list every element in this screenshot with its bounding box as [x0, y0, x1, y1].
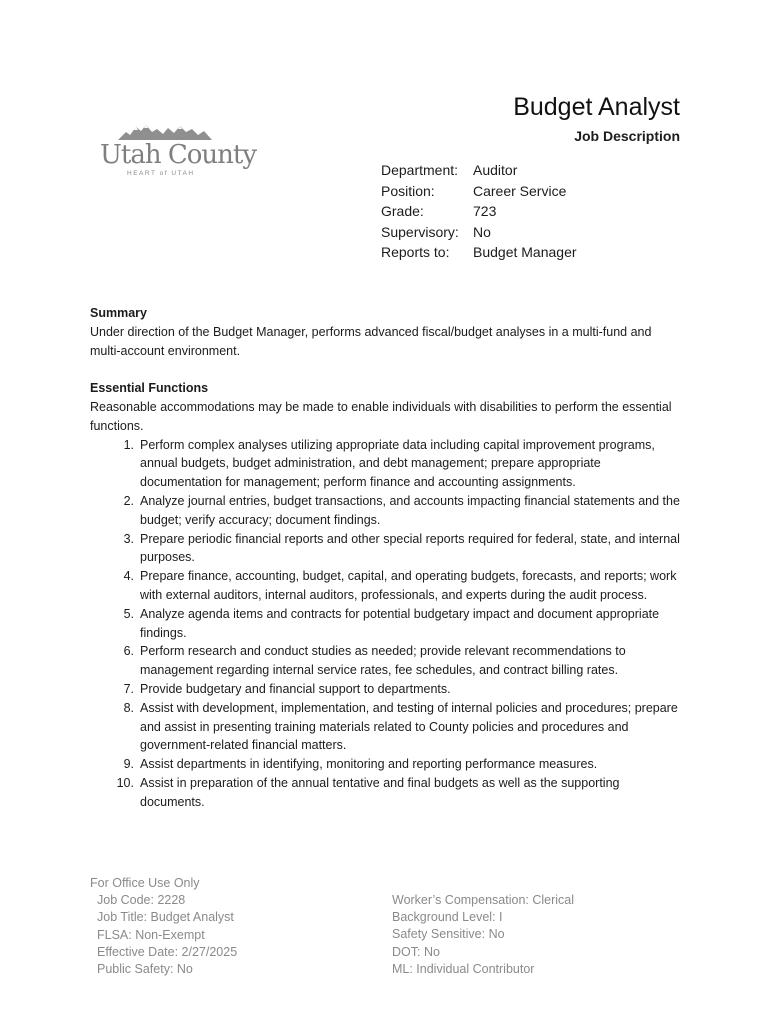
list-item — [90, 680, 680, 699]
list-item — [90, 774, 680, 812]
list-item — [90, 605, 680, 643]
info-value: Auditor — [473, 162, 518, 178]
list-item-number: 1. — [123, 437, 134, 452]
list-item-text: Assist in preparation of the annual tentative and final budgets as well as the supporting documents. — [140, 775, 620, 809]
list-item-text: Perform complex analyses utilizing appropriate data including capital improvement programs, annual budgets, budget administration, and debt management; prepare appropriate documentation for management; perform finance and accounting assignments. — [140, 437, 655, 490]
utah-county-logo — [100, 122, 257, 182]
list-item-number: 5. — [123, 606, 134, 621]
list-item-number: 2. — [123, 493, 134, 508]
list-item — [90, 699, 680, 755]
office-use-right — [392, 892, 574, 978]
section-spacer — [90, 360, 680, 379]
info-label: Position: — [381, 182, 435, 199]
info-row-position — [381, 183, 577, 204]
list-item-number: 9. — [123, 757, 134, 772]
list-item — [90, 642, 680, 680]
footer-item: Job Title: Budget Analyst — [97, 910, 234, 925]
info-row-department — [381, 162, 577, 183]
list-item-text: Provide budgetary and financial support to departments. — [140, 681, 451, 696]
info-label: Grade: — [381, 203, 424, 219]
footer-item: DOT: No — [392, 944, 440, 959]
footer-item: Worker’s Compensation: Clerical — [392, 893, 575, 907]
document-subtitle: Job Description — [574, 128, 680, 144]
info-value: Budget Manager — [473, 244, 577, 260]
footer-item: Effective Date: 2/27/2025 — [97, 944, 238, 959]
logo-name: Utah County — [100, 140, 257, 170]
list-item-number: 6. — [123, 644, 134, 659]
list-item — [90, 530, 680, 568]
footer-item: Public Safety: No — [97, 962, 193, 977]
info-label: Supervisory: — [381, 223, 459, 240]
essential-functions-list — [90, 436, 680, 812]
list-item-text: Prepare periodic financial reports and other special reports required for federal, state, and internal purposes. — [140, 531, 680, 565]
info-row-reports-to — [381, 244, 577, 265]
list-item — [90, 436, 680, 492]
list-item-number: 7. — [123, 681, 134, 696]
list-item-number: 8. — [123, 700, 134, 715]
office-use-heading: For Office Use Only — [90, 876, 200, 890]
list-item-number: 3. — [123, 531, 134, 546]
list-item-text: Perform research and conduct studies as needed; provide relevant recommendations to management regarding internal service rates, fee schedules, and contract billing rates. — [140, 644, 626, 678]
summary-heading: Summary — [90, 306, 147, 320]
list-item-text: Assist departments in identifying, monitoring and reporting performance measures. — [140, 757, 598, 772]
job-info-table — [381, 162, 577, 265]
list-item-number: 4. — [123, 569, 134, 584]
footer-item: Background Level: I — [392, 910, 503, 925]
list-item — [90, 492, 680, 530]
list-item-text: Assist with development, implementation, and testing of internal policies and procedures; prepare and assist in presenting training materials related to County policies and procedures and government-related financial matters. — [140, 700, 678, 753]
summary-text: Under direction of the Budget Manager, performs advanced fiscal/budget analyses in a multi-fund and multi-account environment. — [90, 324, 652, 358]
info-row-supervisory — [381, 224, 577, 245]
office-use-left — [90, 875, 237, 978]
info-value: 723 — [473, 203, 497, 219]
list-item-text: Analyze agenda items and contracts for potential budgetary impact and document appropriate findings. — [140, 606, 660, 640]
info-label: Reports to: — [381, 244, 450, 260]
list-item-text: Prepare finance, accounting, budget, capital, and operating budgets, forecasts, and reports; work with external auditors, internal auditors, professionals, and experts during the audit process. — [140, 569, 677, 602]
info-row-grade — [381, 203, 577, 224]
info-value: No — [473, 223, 491, 240]
list-item-number: 10. — [116, 775, 134, 790]
logo-tagline: HEART of UTAH — [127, 170, 195, 177]
main-content — [90, 304, 680, 812]
list-item-text: Analyze journal entries, budget transactions, and accounts impacting financial statements and the budget; verify accuracy; document findings. — [140, 493, 680, 527]
info-value: Career Service — [473, 182, 567, 199]
footer-item: ML: Individual Contributor — [392, 961, 535, 976]
footer-item: FLSA: Non-Exempt — [97, 927, 205, 942]
list-item — [90, 755, 680, 774]
essential-functions-intro: Reasonable accommodations may be made to enable individuals with disabilities to perform the essential functions. — [90, 399, 672, 433]
footer-item: Safety Sensitive: No — [392, 927, 505, 942]
essential-functions-heading: Essential Functions — [90, 381, 209, 396]
list-item — [90, 567, 680, 605]
info-label: Department: — [381, 162, 459, 178]
document-title: Budget Analyst — [513, 93, 680, 121]
footer-item: Job Code: 2228 — [97, 893, 186, 908]
